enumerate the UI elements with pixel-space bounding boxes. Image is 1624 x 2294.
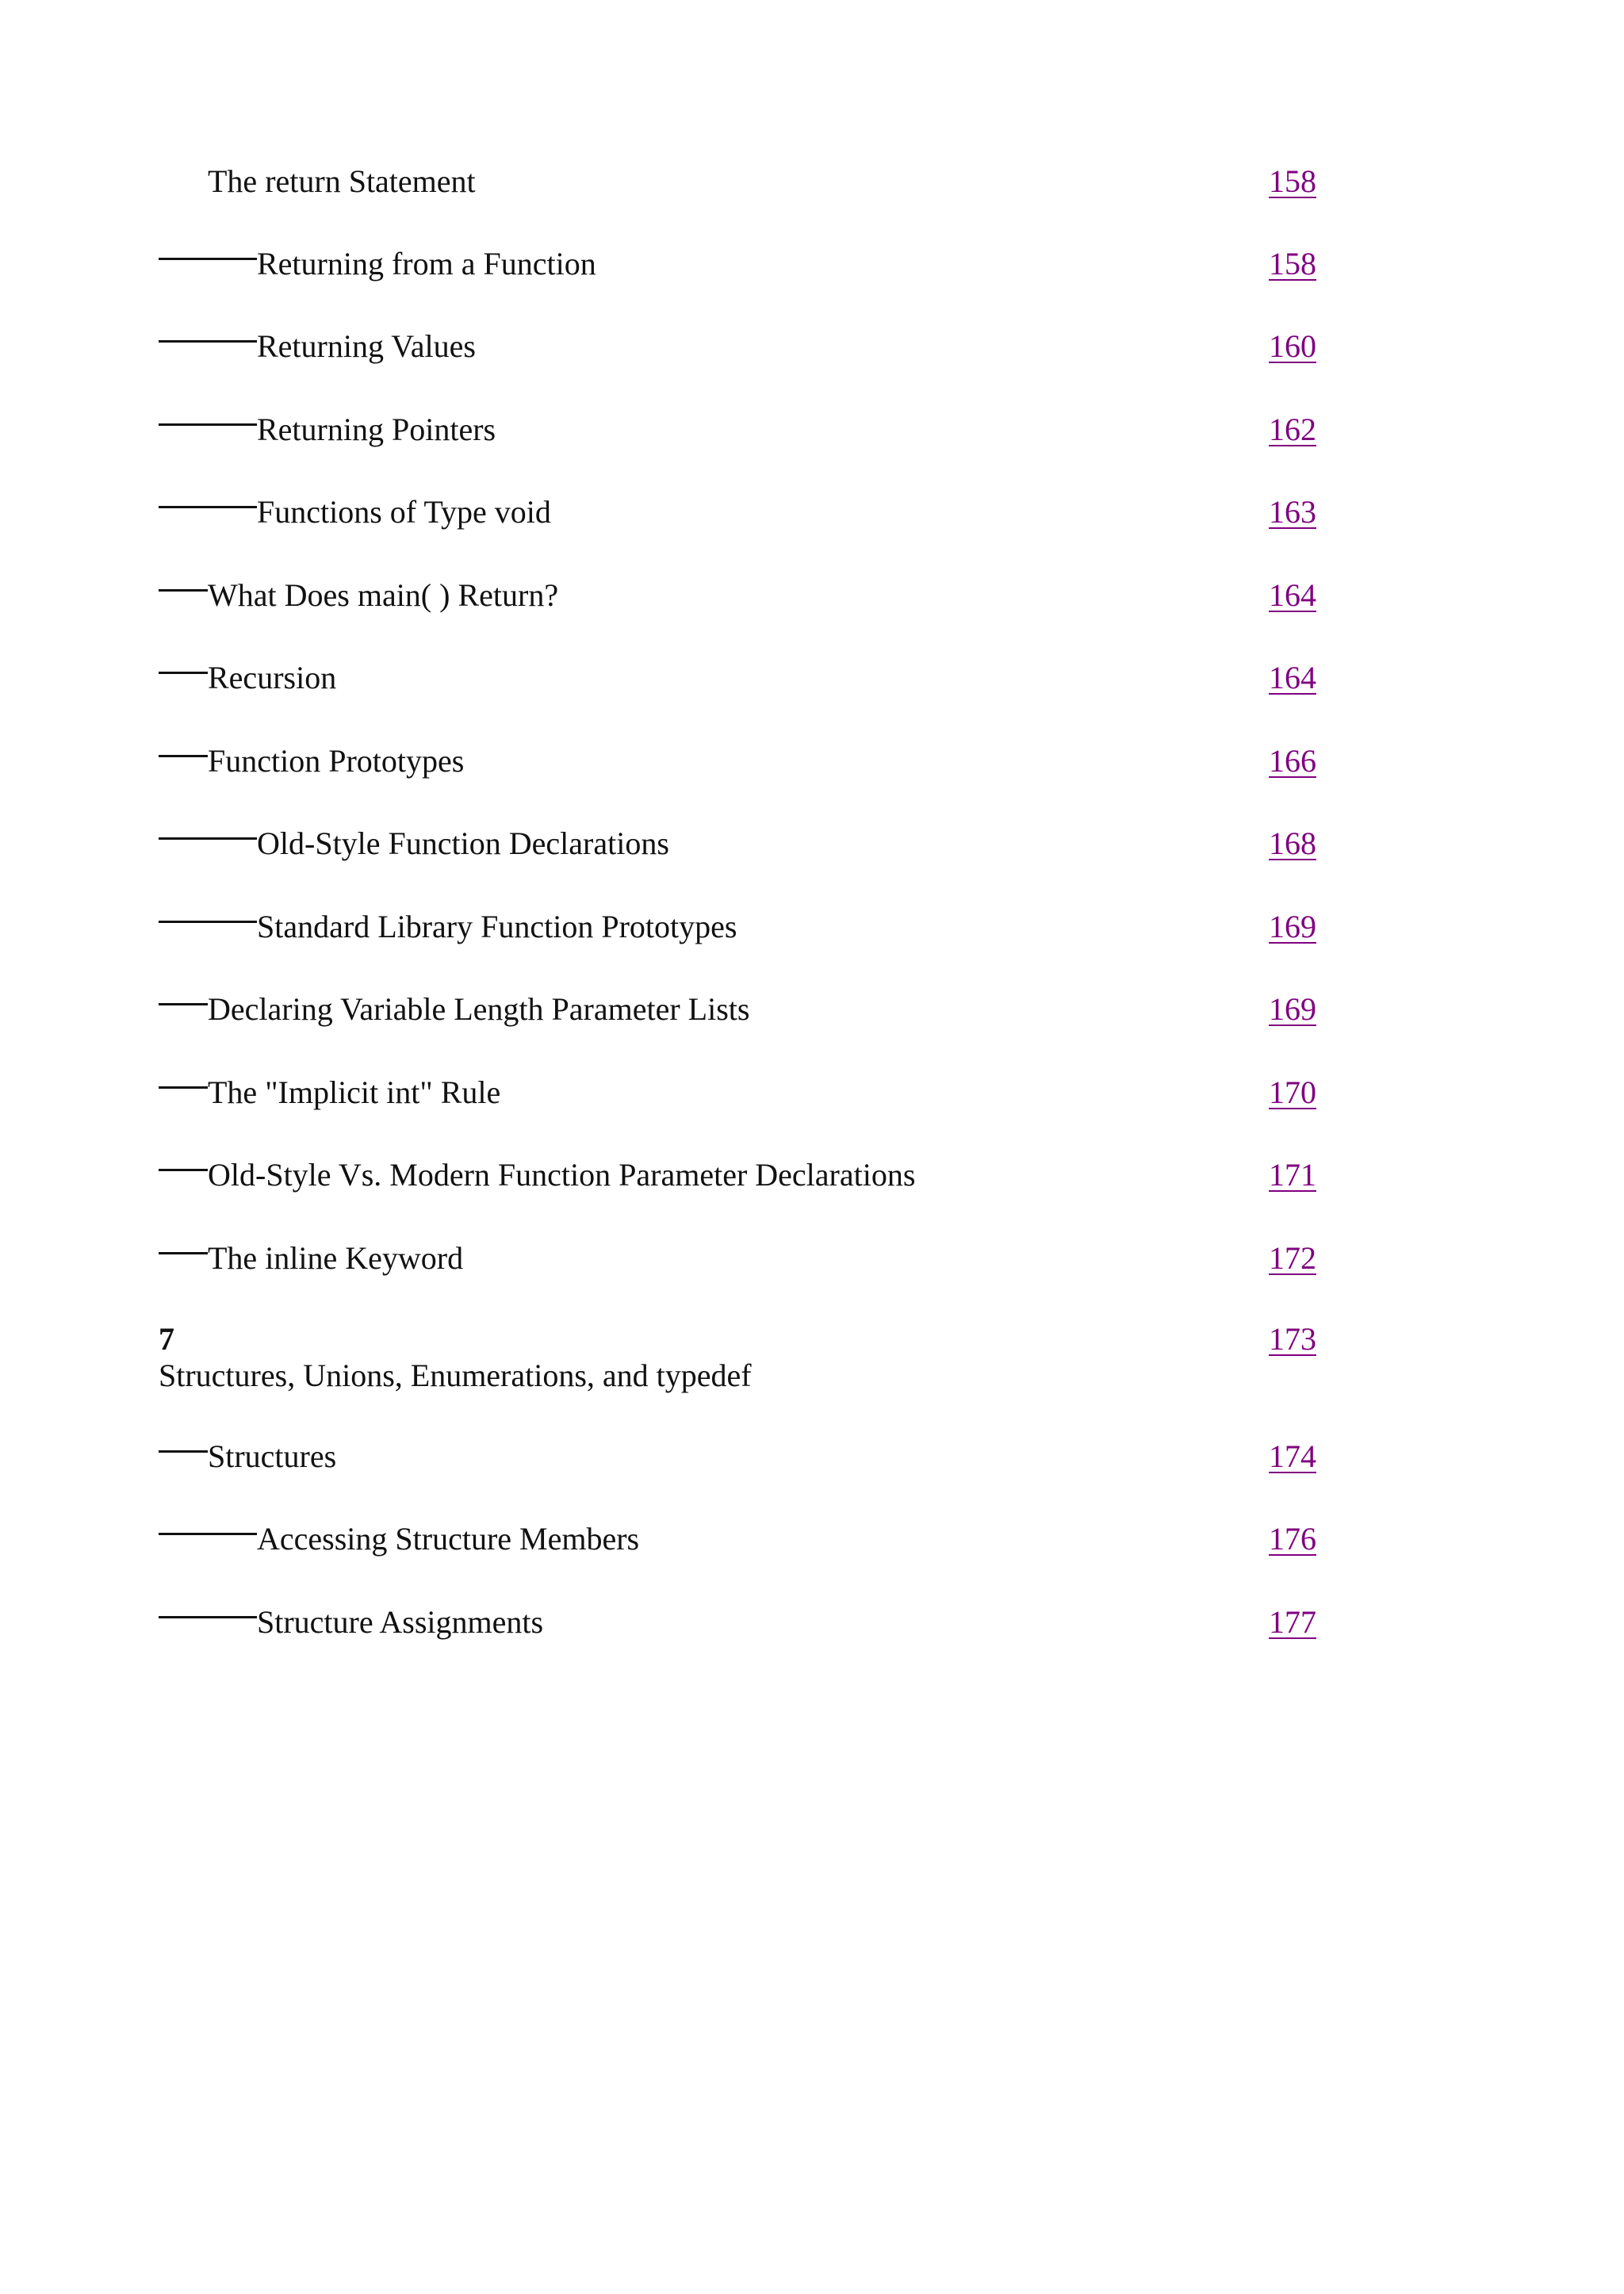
toc-page-link[interactable]: 158 [1269,163,1316,199]
toc-indent-rule [159,1086,208,1089]
toc-indent-rule [159,837,257,840]
toc-entry [159,572,1348,619]
chapter-title: Structures, Unions, Enumerations, and typedef [159,1358,752,1393]
toc-page-link[interactable]: 162 [1269,412,1316,447]
toc-entry-title: Returning Pointers [257,412,496,447]
toc-indent-rule [159,506,257,508]
toc-page-link[interactable]: 164 [1269,660,1316,695]
toc-page-link[interactable]: 166 [1269,743,1316,779]
toc-entry-title: The "Implicit int" Rule [208,1074,501,1110]
toc-page-link[interactable]: 169 [1269,909,1316,944]
toc-entry-title: Returning Values [257,328,476,364]
toc-entry-title: Accessing Structure Members [257,1521,640,1557]
toc-page-link[interactable]: 170 [1269,1074,1316,1110]
toc-entry [159,1433,1348,1480]
toc-entry [159,737,1348,785]
toc-entry [159,158,1348,205]
toc-entry [159,654,1348,702]
toc-entry-title: What Does main( ) Return? [208,577,559,613]
toc-indent-rule [159,1003,208,1005]
toc-indent-rule [159,1169,208,1171]
toc-indent-rule [159,1533,257,1535]
toc-entry-title: The inline Keyword [208,1240,464,1276]
toc-entry [159,323,1348,370]
toc-entry [159,820,1348,867]
toc-entry [159,1151,1348,1199]
toc-indent-rule [159,921,257,923]
toc-entry [159,240,1348,288]
toc-entry-title: Functions of Type void [257,494,551,530]
toc-entry [159,986,1348,1033]
toc-page-link[interactable]: 168 [1269,825,1316,861]
toc-page-link[interactable]: 171 [1269,1157,1316,1193]
toc-entry [159,1235,1348,1282]
chapter-number: 7 [159,1321,174,1357]
toc-entry [159,406,1348,454]
chapter-heading [159,1319,1348,1407]
toc-entry-title: Structures [208,1438,337,1474]
toc-entry [159,1599,1348,1646]
toc-entry-title: Structure Assignments [257,1604,544,1640]
toc-page-link[interactable]: 172 [1269,1240,1316,1276]
toc-entry-title: Old-Style Vs. Modern Function Parameter Declarations [208,1157,916,1193]
toc-indent-rule [159,589,208,592]
toc-page-link[interactable]: 160 [1269,328,1316,364]
toc-entry-title: Recursion [208,660,337,695]
toc-indent-rule [159,423,257,426]
toc-page-link[interactable]: 164 [1269,577,1316,613]
toc-entry [159,903,1348,951]
toc-indent-rule [159,258,257,260]
toc-indent-rule [159,755,208,757]
toc-page-link[interactable]: 169 [1269,991,1316,1027]
toc-indent-rule [159,340,257,343]
toc-page-link[interactable]: 158 [1269,246,1316,281]
toc-indent-rule [159,1450,208,1453]
toc-entry-title: Returning from a Function [257,246,596,281]
toc-indent-rule [159,672,208,674]
toc-page-link[interactable]: 177 [1269,1604,1316,1640]
toc-entry-title: Function Prototypes [208,743,465,779]
toc-page-link[interactable]: 173 [1269,1321,1316,1357]
toc-entry-title: The return Statement [208,163,476,199]
toc-entry [159,1069,1348,1116]
toc-entry [159,488,1348,536]
toc-entry [159,1515,1348,1563]
toc-indent-rule [159,1252,208,1254]
toc-page-link[interactable]: 163 [1269,494,1316,530]
toc-page-link[interactable]: 174 [1269,1438,1316,1474]
toc-entry-title: Standard Library Function Prototypes [257,909,737,944]
toc-entry-title: Old-Style Function Declarations [257,825,669,861]
toc-page-link[interactable]: 176 [1269,1521,1316,1557]
toc-entry-title: Declaring Variable Length Parameter Lists [208,991,750,1027]
toc-indent-rule [159,1616,257,1618]
